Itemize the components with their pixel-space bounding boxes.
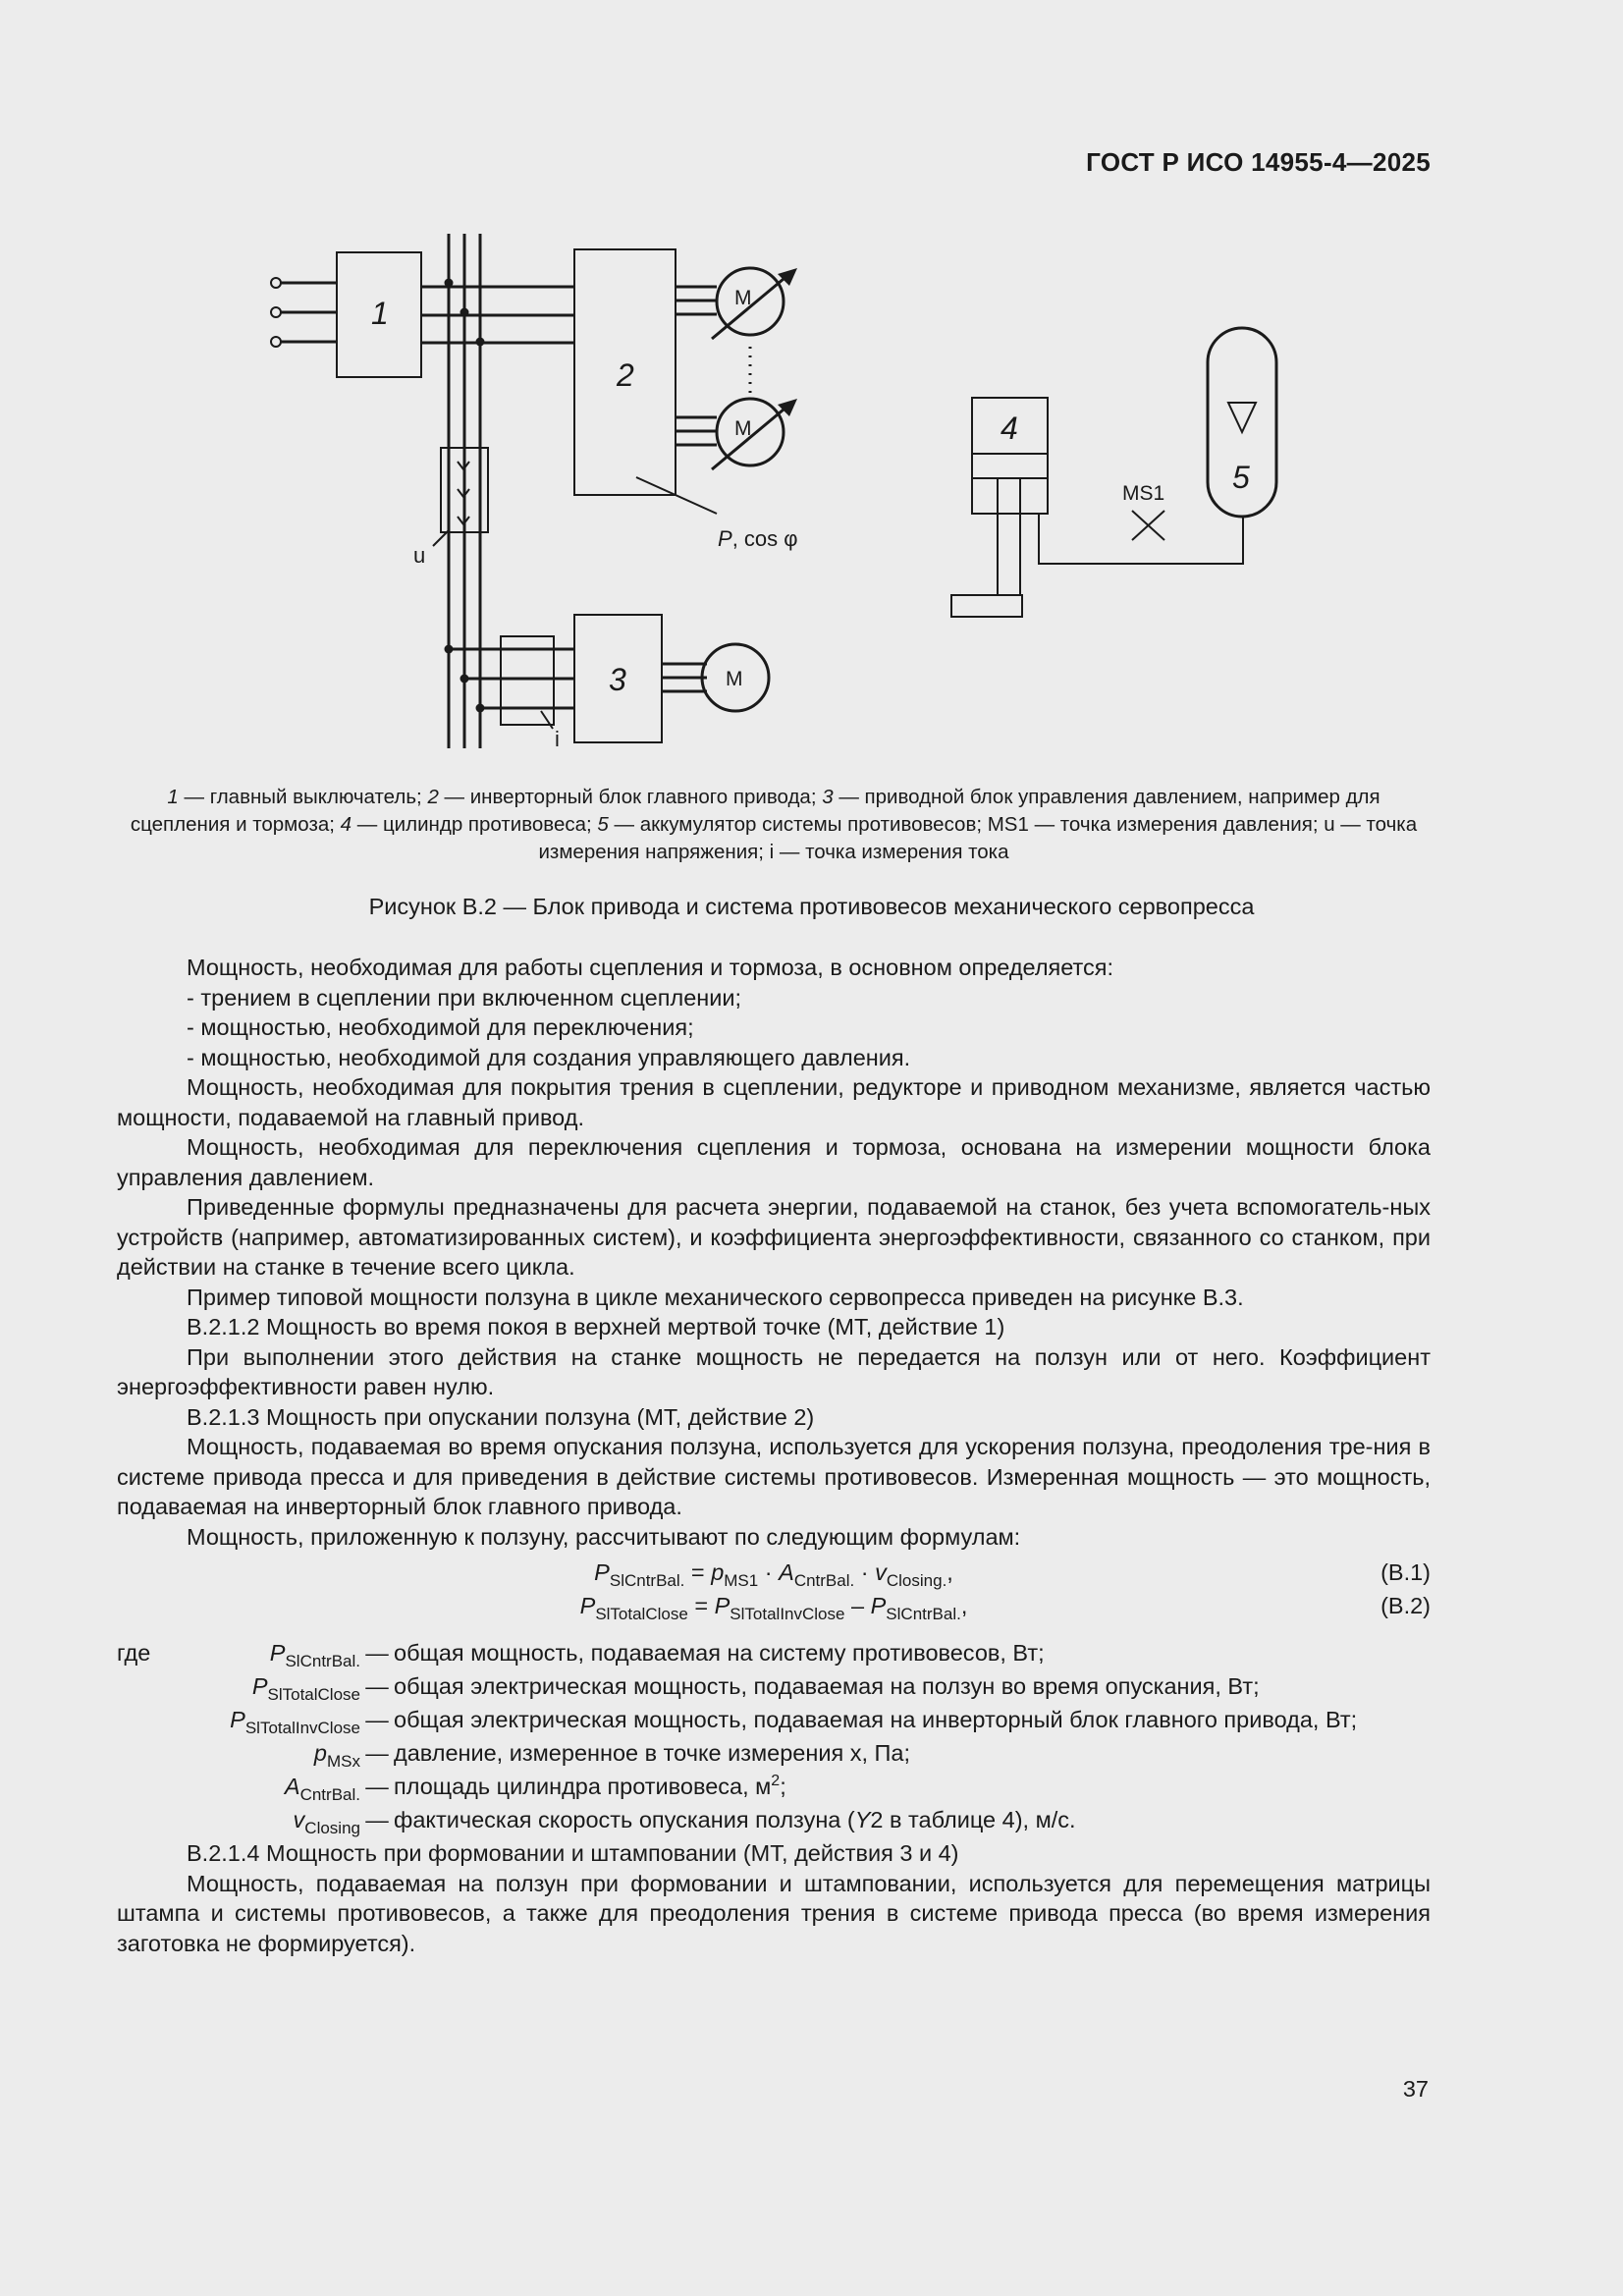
formula-number: (В.2)	[1380, 1593, 1431, 1618]
figure-label-5: 5	[1232, 460, 1250, 495]
definitions-list	[117, 1638, 1431, 1838]
subsection-heading: В.2.1.2 Мощность во время покоя в верхней мертвой точке (МТ, действие 1)	[187, 1314, 1005, 1339]
list-item: - мощностью, необходимой для переключения;	[187, 1014, 694, 1040]
p-cos-label: P, cos φ	[718, 526, 798, 551]
paragraph: Мощность, необходимая для работы сцепления и тормоза, в основном определяется:	[187, 955, 1114, 980]
u-label: u	[413, 543, 426, 568]
paragraph: Приведенные формулы предназначены для расчета энергии, подаваемой на станок, без учета вспомогатель-ных устройств (например, автоматизированных систем), и коэффициента энергоэффективности, связанного со станком, при действии на станке в течение всего цикла.	[117, 1194, 1431, 1280]
definition-row: $p_{MSx}$ — давление, измеренное в точке измерения x, Па;	[313, 1740, 911, 1771]
figure-label-3: 3	[609, 662, 626, 697]
page-number: 37	[1402, 2076, 1429, 2102]
paragraph: Мощность, приложенную к ползуну, рассчитывают по следующим формулам:	[187, 1523, 1021, 1550]
subsection-heading: В.2.1.3 Мощность при опускании ползуна (МТ, действие 2)	[187, 1403, 815, 1430]
formula-number: (В.1)	[1380, 1559, 1431, 1585]
subsection-heading: В.2.1.4 Мощность при формовании и штамповании (МТ, действия 3 и 4)	[187, 1840, 959, 1866]
list-item: - трением в сцеплении при включенном сцеплении;	[187, 984, 742, 1011]
terminal-circle	[271, 278, 281, 288]
definition-row: $P_{SlTotalInvClose}$ — общая электрическая мощность, подаваемая на инверторный блок главного привода, Вт;	[230, 1707, 1358, 1737]
figure-label-4: 4	[1001, 410, 1018, 446]
formula-b2: $P_{SlTotalClose} = P_{SlTotalInvClose} - P_{SlCntrBal.}$, (В.2)	[579, 1593, 1431, 1623]
definition-row: где $P_{SlCntrBal.}$ — общая мощность, подаваемая на систему противовесов, Вт;	[117, 1640, 1045, 1670]
paragraph: Мощность, необходимая для покрытия трения в сцеплении, редукторе и приводном механизме, является частью мощности, подаваемой на главный привод.	[117, 1074, 1431, 1130]
paragraph: Мощность, подаваемая во время опускания ползуна, используется для ускорения ползуна, преодоления тре-ния в системе привода пресса и для приведения в действие системы противовесов. Измеренная мощность — это мощность, подаваемая на инверторный блок главного привода.	[117, 1434, 1431, 1519]
formula-b1: $P_{SlCntrBal.} = p_{MS1} \cdot A_{CntrBal.} \cdot v_{Closing.}$, (В.1)	[594, 1559, 1431, 1590]
terminal-circle	[271, 307, 281, 317]
document-header: ГОСТ Р ИСО 14955-4—2025	[1086, 147, 1431, 177]
motor-label: M	[734, 417, 752, 440]
figure-label-2: 2	[617, 357, 634, 393]
i-label: i	[555, 727, 560, 751]
list-item: - мощностью, необходимой для создания управляющего давления.	[187, 1044, 911, 1070]
motor-label: M	[726, 668, 743, 690]
figure-caption: Рисунок В.2 — Блок привода и система противовесов механического сервопресса	[368, 894, 1255, 919]
ms1-label: MS1	[1122, 482, 1165, 505]
motor-label: M	[734, 287, 752, 309]
paragraph: При выполнении этого действия на станке мощность не передается на ползун или от него. Коэффициент энергоэффективности равен нулю.	[117, 1343, 1431, 1399]
figure-diagram	[0, 0, 1623, 776]
terminal-circle	[271, 337, 281, 347]
definition-row: $v_{Closing}$ — фактическая скорость опускания ползуна (Y2 в таблице 4), м/с.	[293, 1807, 1076, 1837]
figure-legend: 1 — главный выключатель; 2 — инверторный блок главного привода; 3 — приводной блок управления давлением, например для сцепления и тормоза; 4 — цилиндр противовеса; 5 — аккумулятор системы противовесов; MS1 — точка измерения давления; u — точка измерения напряжения; i — точка измерения тока	[130, 786, 1418, 863]
paragraph: Мощность, подаваемая на ползун при формовании и штамповании, используется для перемещения матрицы штампа и системы противовесов, а также для преодоления трения в системе привода пресса (во время измерения заготовка не формируется).	[117, 1870, 1431, 1956]
definition-row: $P_{SlTotalClose}$ — общая электрическая мощность, подаваемая на ползун во время опускания, Вт;	[251, 1673, 1260, 1704]
definition-row: $A_{CntrBal.}$ — площадь цилиндра противовеса, $м^2$;	[284, 1773, 786, 1804]
paragraph: Мощность, необходимая для переключения сцепления и тормоза, основана на измерении мощности блока управления давлением.	[117, 1134, 1431, 1190]
figure-label-1: 1	[371, 296, 389, 331]
paragraph: Пример типовой мощности ползуна в цикле механического сервопресса приведен на рисунке В.3.	[187, 1284, 1244, 1310]
body-text	[117, 953, 1431, 1958]
